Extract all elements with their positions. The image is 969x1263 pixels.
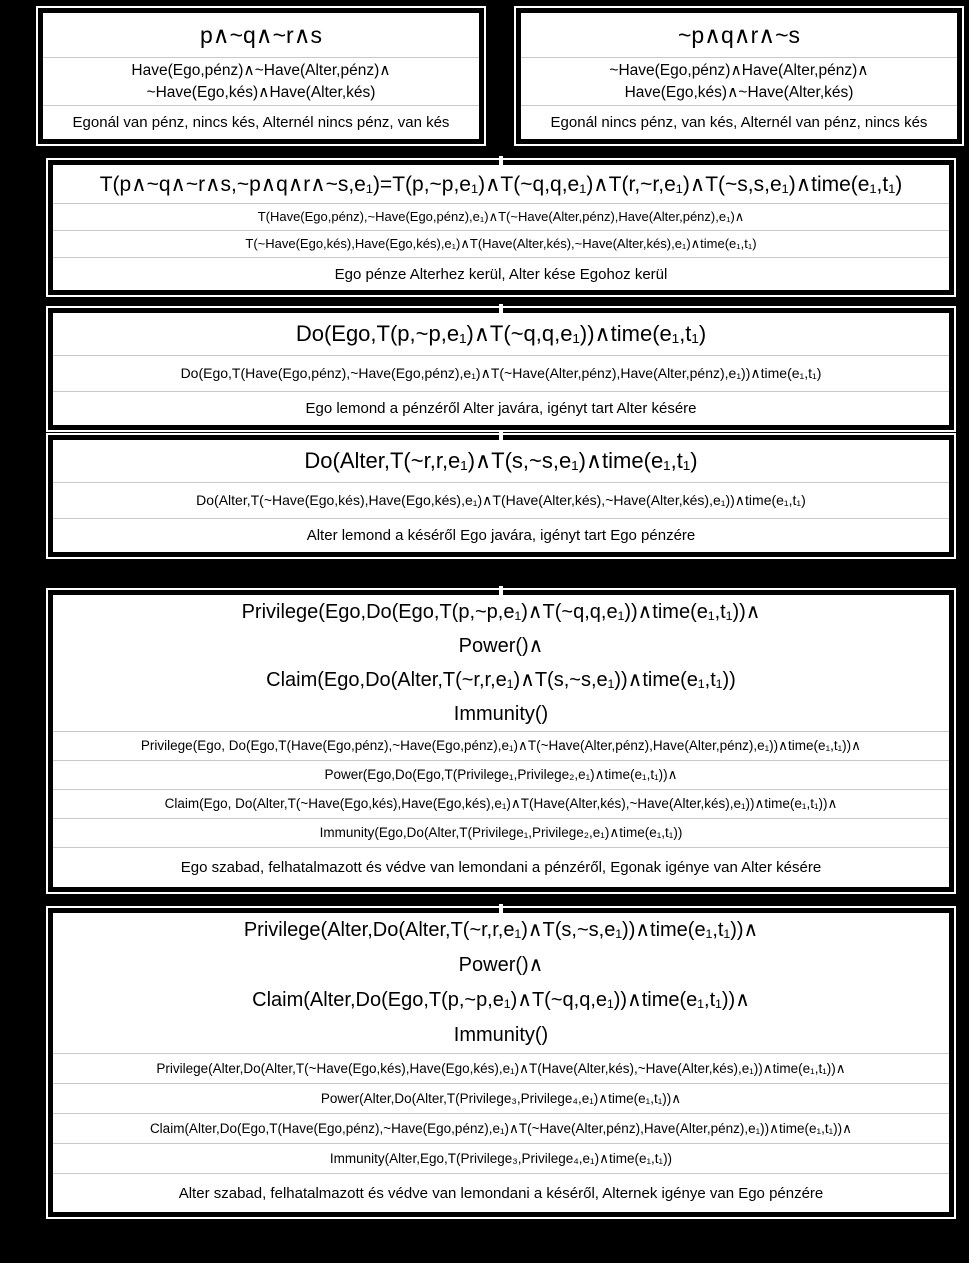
privilege-line: Privilege(Ego,Do(Ego,T(p,~p,e₁)∧T(~q,q,e₁))∧time(e₁,t₁))∧ <box>241 601 761 623</box>
do-alter-caption: Alter lemond a késéről Ego javára, igényt tart Ego pénzére <box>53 518 949 552</box>
state-boxes-row <box>40 10 960 142</box>
claim-line: Claim(Ego,Do(Alter,T(~r,r,e₁)∧T(s,~s,e₁))∧time(e₁,t₁)) <box>266 669 736 691</box>
rights-alter-box <box>50 910 952 1215</box>
do-ego-box <box>50 310 952 428</box>
formula-line: ~Have(Ego,pénz)∧Have(Alter,pénz)∧ <box>609 61 869 79</box>
do-alter-box <box>50 437 952 555</box>
do-ego-abstract-title: Do(Ego,T(p,~p,e₁)∧T(~q,q,e₁))∧time(e₁,t₁) <box>295 321 707 346</box>
rights-ego-privilege-formula: Privilege(Ego, Do(Ego,T(Have(Ego,pénz),~Have(Ego,pénz),e₁)∧T(~Have(Alter,pénz),Have(Alter,pénz),e₁))∧time(e₁,t₁))∧ <box>53 731 949 760</box>
do-alter-formula: Do(Alter,T(~Have(Ego,kés),Have(Ego,kés),e₁)∧T(Have(Alter,kés),~Have(Alter,kés),e₁))∧time(e₁,t₁) <box>53 482 949 518</box>
rights-ego-power-formula: Power(Ego,Do(Ego,T(Privilege₁,Privilege₂,e₁)∧time(e₁,t₁))∧ <box>53 760 949 789</box>
transfer-caption: Ego pénze Alterhez kerül, Alter kése Egohoz kerül <box>53 257 949 290</box>
final-state-box <box>518 10 960 142</box>
rights-alter-power-formula: Power(Alter,Do(Alter,T(Privilege₃,Privilege₄,e₁)∧time(e₁,t₁))∧ <box>53 1083 949 1113</box>
rights-alter-immunity-formula: Immunity(Alter,Ego,T(Privilege₃,Privilege₄,e₁)∧time(e₁,t₁)) <box>53 1143 949 1173</box>
formula-line: Have(Ego,kés)∧~Have(Alter,kés) <box>624 83 854 101</box>
initial-state-box <box>40 10 482 142</box>
initial-state-abstract-title: p∧~q∧~r∧s <box>199 21 323 48</box>
power-line: Power()∧ <box>458 954 544 976</box>
rights-ego-caption: Ego szabad, felhatalmazott és védve van lemondani a pénzéről, Egonak igénye van Alter késére <box>53 847 949 887</box>
rights-ego-box <box>50 592 952 890</box>
transfer-abstract-title: T(p∧~q∧~r∧s,~p∧q∧r∧~s,e₁)=T(p,~p,e₁)∧T(~q,q,e₁)∧T(r,~r,e₁)∧T(~s,s,e₁)∧time(e₁,t₁) <box>99 172 903 196</box>
immunity-line: Immunity() <box>453 703 549 725</box>
initial-state-caption: Egonál van pénz, nincs kés, Alternél nincs pénz, van kés <box>43 105 479 139</box>
do-ego-formula: Do(Ego,T(Have(Ego,pénz),~Have(Ego,pénz),e₁)∧T(~Have(Alter,pénz),Have(Alter,pénz),e₁))∧time(e₁,t₁) <box>53 355 949 391</box>
do-ego-caption: Ego lemond a pénzéről Alter javára, igényt tart Alter késére <box>53 391 949 425</box>
rights-ego-abstract-titles <box>53 595 949 731</box>
privilege-line: Privilege(Alter,Do(Alter,T(~r,r,e₁)∧T(s,~s,e₁))∧time(e₁,t₁))∧ <box>243 919 759 941</box>
final-state-formula <box>521 57 957 105</box>
do-alter-abstract-title: Do(Alter,T(~r,r,e₁)∧T(s,~s,e₁)∧time(e₁,t₁) <box>304 448 698 473</box>
rights-alter-abstract-titles <box>53 913 949 1053</box>
claim-line: Claim(Alter,Do(Ego,T(p,~p,e₁)∧T(~q,q,e₁))∧time(e₁,t₁))∧ <box>252 989 750 1011</box>
rights-ego-claim-formula: Claim(Ego, Do(Alter,T(~Have(Ego,kés),Have(Ego,kés),e₁)∧T(Have(Alter,kés),~Have(Alter,kés),e₁))∧time(e₁,t₁))∧ <box>53 789 949 818</box>
rights-alter-privilege-formula: Privilege(Alter,Do(Alter,T(~Have(Ego,kés),Have(Ego,kés),e₁)∧T(Have(Alter,kés),~Have(Alter,kés),e₁))∧time(e₁,t₁))∧ <box>53 1053 949 1083</box>
formula-line: ~Have(Ego,kés)∧Have(Alter,kés) <box>146 83 376 101</box>
transfer-formula-line-1: T(Have(Ego,pénz),~Have(Ego,pénz),e₁)∧T(~Have(Alter,pénz),Have(Alter,pénz),e₁)∧ <box>53 203 949 230</box>
initial-state-formula <box>43 57 479 105</box>
transfer-box <box>50 162 952 293</box>
rights-alter-claim-formula: Claim(Alter,Do(Ego,T(Have(Ego,pénz),~Have(Ego,pénz),e₁)∧T(~Have(Alter,pénz),Have(Alter,pénz),e₁))∧time(e₁,t₁))∧ <box>53 1113 949 1143</box>
final-state-caption: Egonál nincs pénz, van kés, Alternél van pénz, nincs kés <box>521 105 957 139</box>
power-line: Power()∧ <box>458 635 544 657</box>
rights-ego-immunity-formula: Immunity(Ego,Do(Alter,T(Privilege₁,Privilege₂,e₁)∧time(e₁,t₁)) <box>53 818 949 847</box>
final-state-abstract-title: ~p∧q∧r∧~s <box>677 21 801 48</box>
immunity-line: Immunity() <box>453 1024 549 1046</box>
transfer-formula-line-2: T(~Have(Ego,kés),Have(Ego,kés),e₁)∧T(Have(Alter,kés),~Have(Alter,kés),e₁)∧time(e₁,t₁) <box>53 230 949 257</box>
rights-alter-caption: Alter szabad, felhatalmazott és védve van lemondani a késéről, Alternek igénye van Ego pénzére <box>53 1173 949 1212</box>
formula-line: Have(Ego,pénz)∧~Have(Alter,pénz)∧ <box>131 61 391 79</box>
